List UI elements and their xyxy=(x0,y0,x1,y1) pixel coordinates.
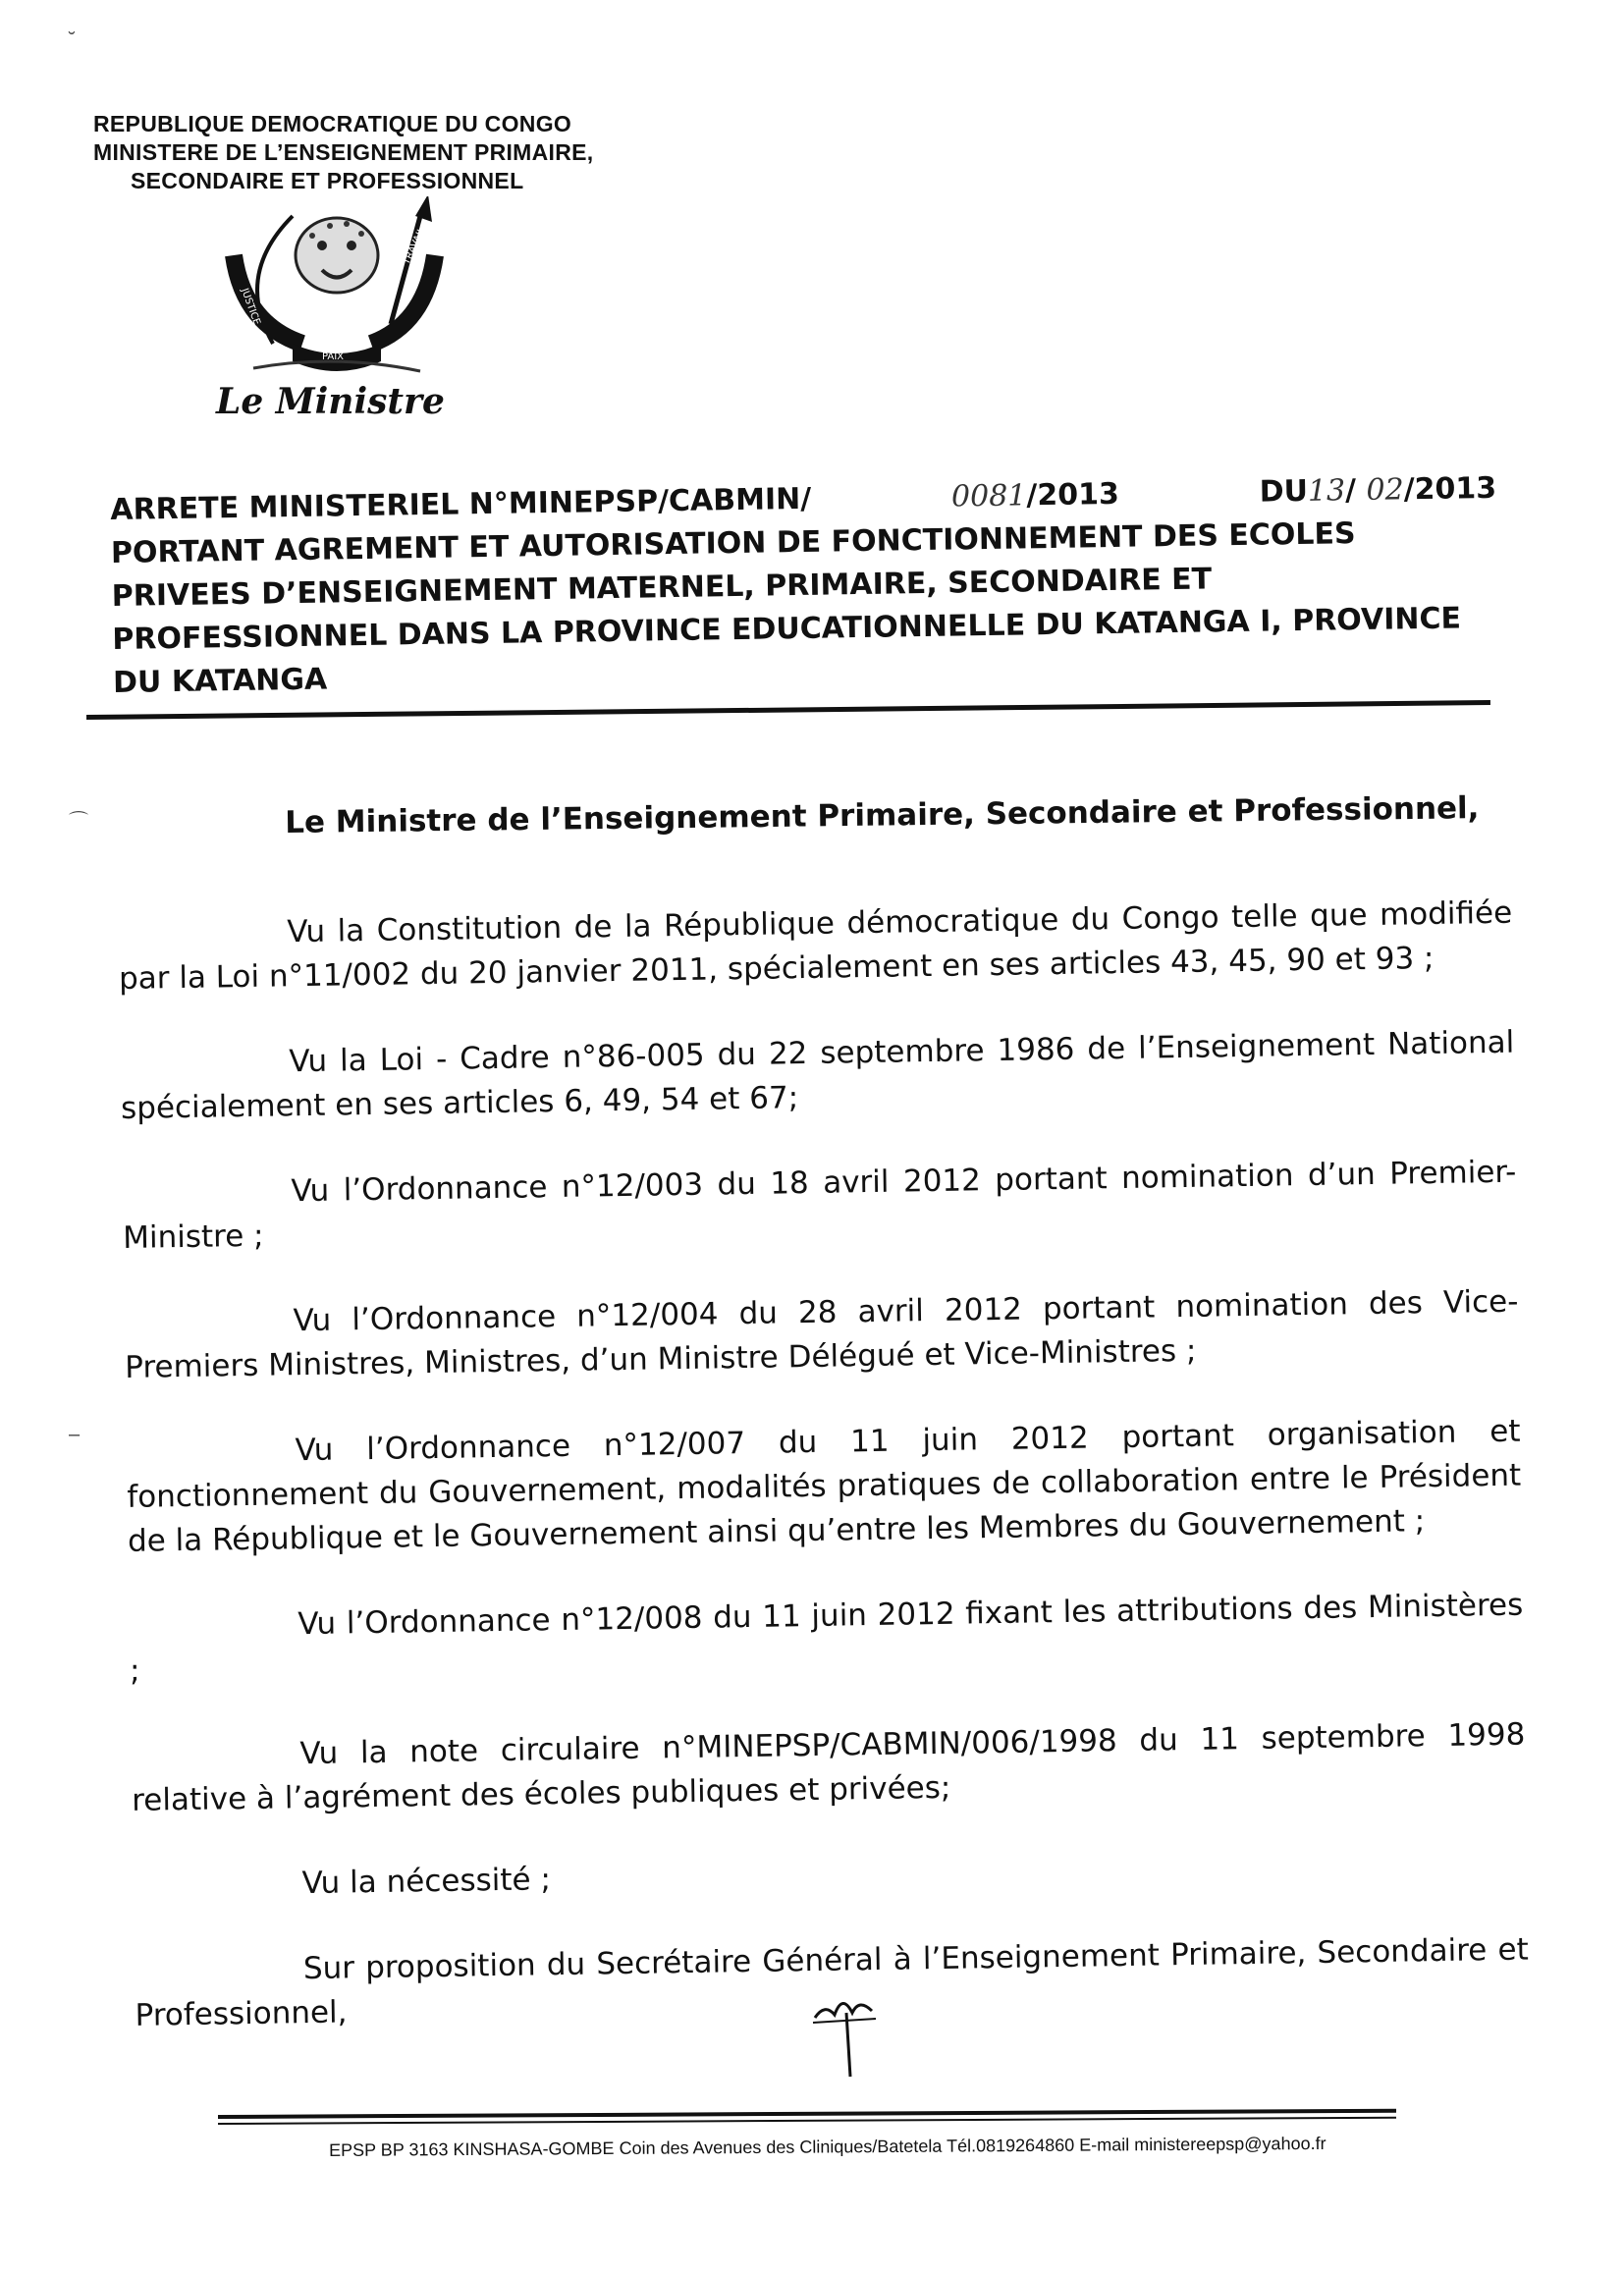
coat-of-arms-emblem xyxy=(214,196,450,383)
initials-signature xyxy=(805,1983,893,2082)
minister-signature-label: Le Ministre xyxy=(216,381,445,422)
decree-heading xyxy=(110,467,1499,705)
decree-line-5: DU KATANGA xyxy=(112,662,328,700)
decree-number: 0081/2013 xyxy=(950,476,1120,514)
preamble-paragraph: Vu l’Ordonnance n°12/007 du 11 juin 2012 portant organisation et fonctionnement du Gouvernement, modalités pratiques de collaboration entre le Président de la République et le Gouvernement ainsi qu’entre les Membres du Gouvernement ; xyxy=(127,1413,1522,1559)
letterhead-ministry: MINISTERE DE L’ENSEIGNEMENT PRIMAIRE, xyxy=(93,138,594,165)
motto-paix: PAIX xyxy=(322,352,345,362)
letterhead xyxy=(93,110,594,194)
decree-line-3: PRIVEES D’ENSEIGNEMENT MATERNEL, PRIMAIRE, SECONDAIRE ET xyxy=(111,562,1213,614)
preamble xyxy=(118,891,1549,2079)
footer-address: EPSP BP 3163 KINSHASA-GOMBE Coin des Avenues des Cliniques/Batetela Tél.0819264860 E-mail ministereepsp@yahoo.fr xyxy=(329,2133,1326,2160)
preamble-paragraph: Vu l’Ordonnance n°12/008 du 11 juin 2012 fixant les attributions des Ministères ; xyxy=(129,1587,1524,1689)
preamble-paragraph: Sur proposition du Secrétaire Général à l’Enseignement Primaire, Secondaire et Professionnel, xyxy=(135,1931,1530,2033)
motto-justice: JUSTICE xyxy=(239,287,262,327)
preamble-paragraph: Vu la Loi - Cadre n°86-005 du 22 septembre 1986 de l’Enseignement National spécialement en ses articles 6, 49, 54 et 67; xyxy=(120,1024,1515,1126)
preamble-paragraph: Vu la nécessité ; xyxy=(301,1862,552,1902)
preamble-paragraph: Vu la Constitution de la République démocratique du Congo telle que modifiée par la Loi n°11/002 du 20 janvier 2011, spécialement en ses articles 43, 45, 90 et 93 ; xyxy=(118,894,1513,997)
preamble-paragraph: Vu l’Ordonnance n°12/004 du 28 avril 2012 portant nomination des Vice-Premiers Ministres, Ministres, d’un Ministre Délégué et Vice-Ministres ; xyxy=(124,1283,1519,1385)
scan-mark: – xyxy=(69,1424,81,1445)
decree-line-2: PORTANT AGREMENT ET AUTORISATION DE FONCTIONNEMENT DES ECOLES xyxy=(110,516,1356,570)
letterhead-country: REPUBLIQUE DEMOCRATIQUE DU CONGO xyxy=(93,111,572,136)
decree-date-month: 02 xyxy=(1366,472,1404,508)
decree-date: DU13/ 02/2013 xyxy=(1259,470,1497,510)
preamble-paragraph: Vu la note circulaire n°MINEPSP/CABMIN/006/1998 du 11 septembre 1998 relative à l’agrément des écoles publiques et privées; xyxy=(131,1716,1526,1818)
decree-number-prefix: ARRETE MINISTERIEL N°MINEPSP/CABMIN/ xyxy=(110,481,812,527)
letterhead-ministry-cont: SECONDAIRE ET PROFESSIONNEL xyxy=(131,167,524,193)
minister-title: Le Ministre de l’Enseignement Primaire, Secondaire et Professionnel, xyxy=(285,790,1480,840)
scan-mark: ⌒ xyxy=(69,811,88,833)
decree-line-4: PROFESSIONNEL DANS LA PROVINCE EDUCATIONNELLE DU KATANGA I, PROVINCE xyxy=(112,601,1462,657)
decree-number-handwritten: 0081 xyxy=(950,478,1027,514)
decree-date-day: 13 xyxy=(1307,473,1346,509)
heading-divider xyxy=(86,700,1490,720)
scan-mark: ˘ xyxy=(69,29,76,51)
motto-travail: TRAVAIL xyxy=(401,225,428,267)
preamble-paragraph: Vu l’Ordonnance n°12/003 du 18 avril 2012 portant nomination d’un Premier-Ministre ; xyxy=(122,1154,1517,1256)
